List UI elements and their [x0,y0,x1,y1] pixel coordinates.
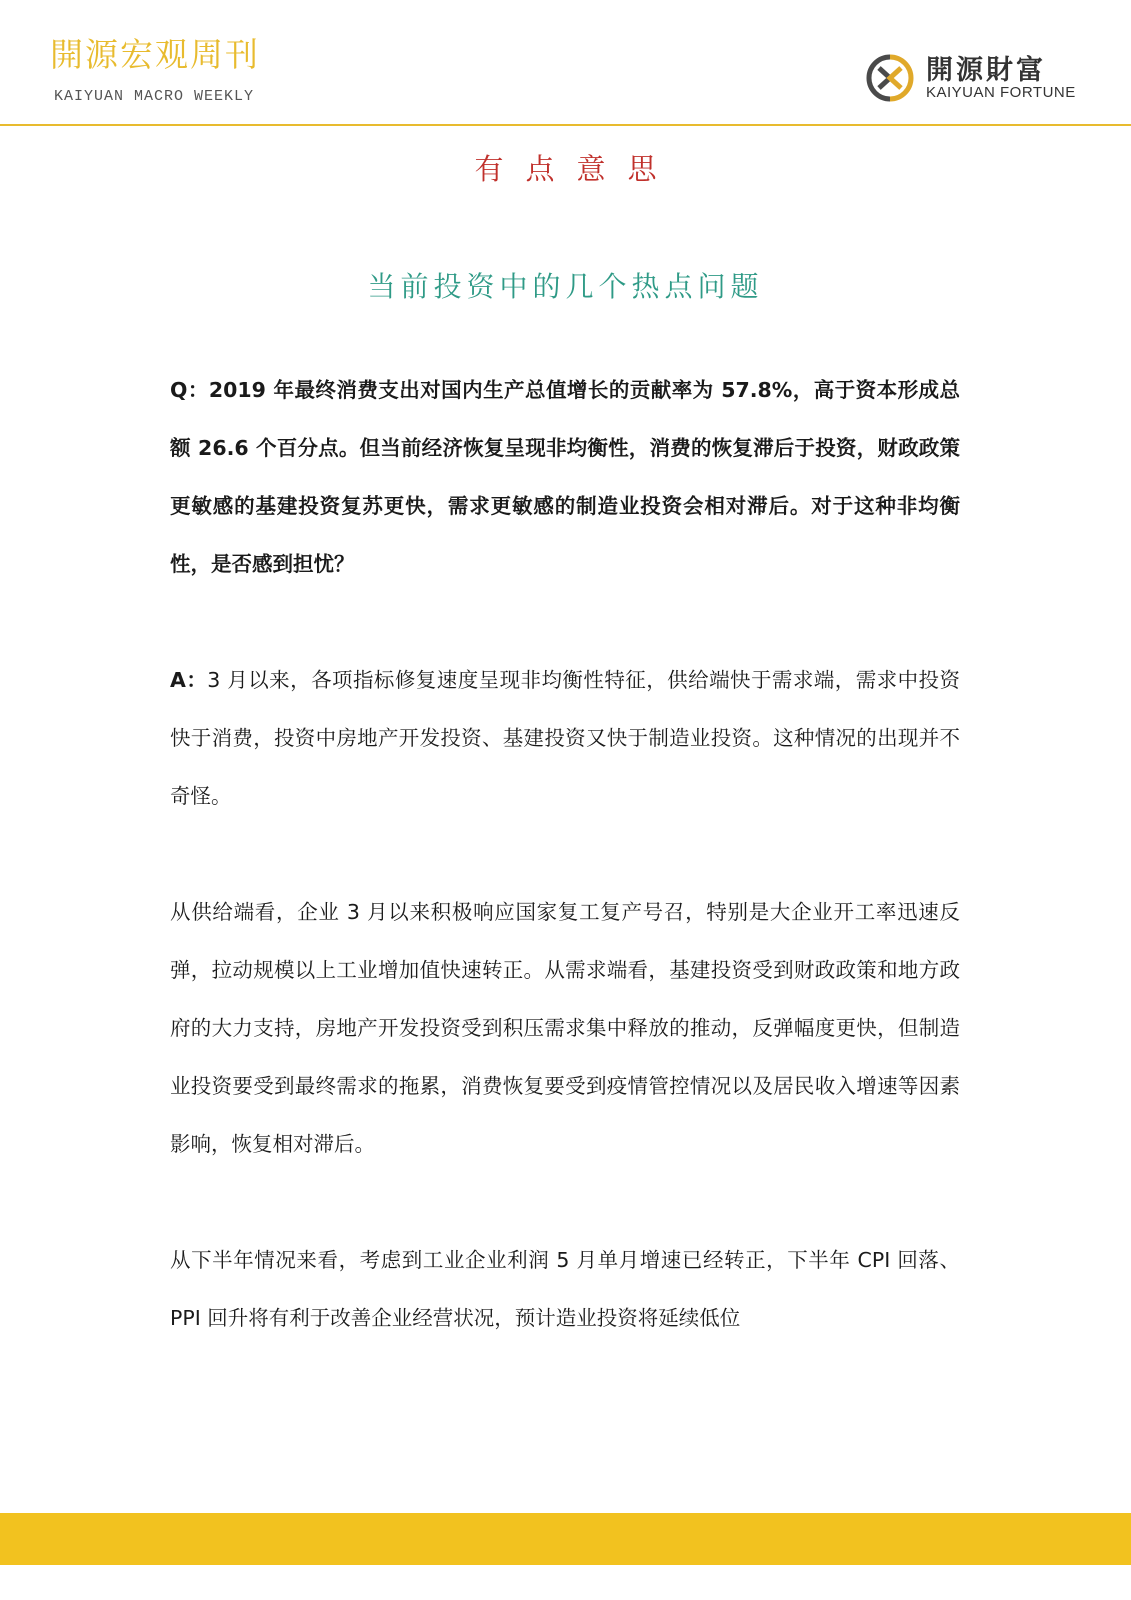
article-title: 当前投资中的几个热点问题 [367,270,764,303]
answer-paragraph-1 [170,651,960,825]
section-title: 有点意思 [474,152,679,186]
answer-label: A： [170,668,208,692]
kaiyuan-k-logo-icon [866,54,914,102]
answer-paragraph-1-text: 3 月以来，各项指标修复速度呈现非均衡性特征，供给端快于需求端，需求中投资快于消费，投资中房地产开发投资、基建投资又快于制造业投资。这种情况的出现并不奇怪。 [170,668,960,808]
answer-paragraph-3: 从下半年情况来看，考虑到工业企业利润 5 月单月增速已经转正，下半年 CPI 回落、PPI 回升将有利于改善企业经营状况，预计造业投资将延续低位 [170,1248,960,1330]
logo-name-en: KAIYUAN FORTUNE [926,84,1076,101]
article-body [170,361,960,1347]
footer-bar [0,1513,1131,1565]
question-paragraph: Q：2019 年最终消费支出对国内生产总值增长的贡献率为 57.8%，高于资本形成总额 26.6 个百分点。但当前经济恢复呈现非均衡性，消费的恢复滞后于投资，财政政策更敏感的基建投资复苏更快，需求更敏感的制造业投资会相对滞后。对于这种非均衡性，是否感到担忧？ [170,378,960,576]
masthead-subtitle: KAIYUAN MACRO WEEKLY [54,88,255,105]
answer-paragraph-2: 从供给端看，企业 3 月以来积极响应国家复工复产号召，特别是大企业开工率迅速反弹，拉动规模以上工业增加值快速转正。从需求端看，基建投资受到财政政策和地方政府的大力支持，房地产开发投资受到积压需求集中释放的推动，反弹幅度更快，但制造业投资要受到最终需求的拖累，消费恢复要受到疫情管控情况以及居民收入增速等因素影响，恢复相对滞后。 [170,900,960,1156]
logo-name-cn: 開源財富 [926,55,1046,86]
masthead-title: 開源宏观周刊 [50,35,260,74]
header-divider [0,124,1131,126]
brand-logo [866,48,1096,108]
